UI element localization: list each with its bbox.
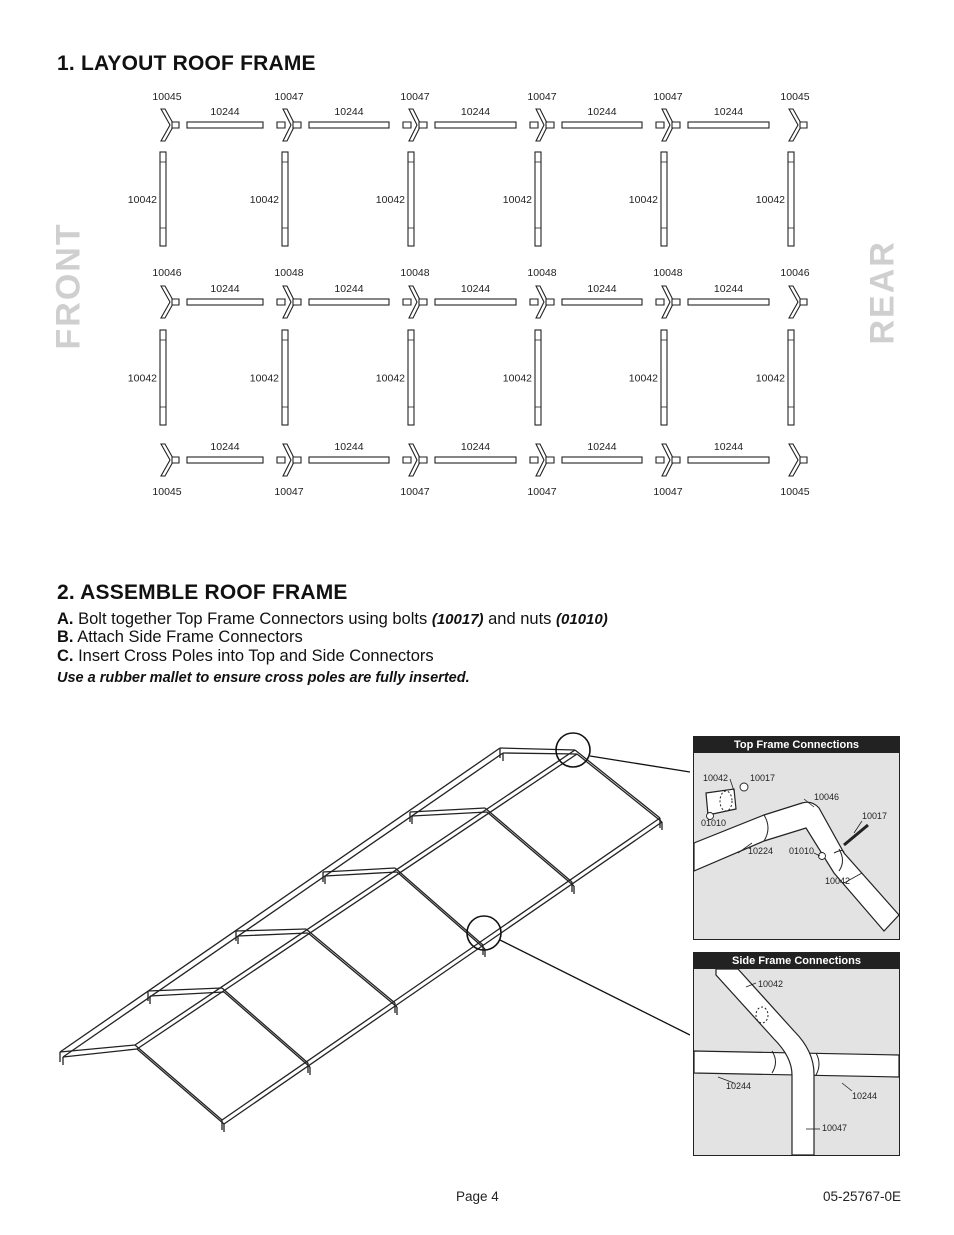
top-cross-pole-label-2: 10244	[334, 106, 364, 118]
bottom-connector-label-3: 10047	[400, 486, 430, 498]
bottom-cross-pole-5	[688, 457, 769, 463]
middle-cross-pole-3	[435, 299, 516, 305]
bottom-cross-pole-label-4: 10244	[587, 441, 617, 453]
middle-connector-4	[530, 286, 554, 318]
side-detail-label-10042: 10042	[758, 979, 784, 989]
side-pole-label-row2-1: 10042	[127, 372, 157, 385]
middle-connector-label-2: 10048	[274, 267, 304, 279]
left-eave-rail	[60, 748, 500, 1052]
top-cross-pole-2	[309, 122, 389, 128]
middle-connector-2	[277, 286, 301, 318]
document-number: 05-25767-0E	[823, 1189, 902, 1204]
top-cross-pole-label-5: 10244	[713, 106, 744, 118]
step-c-text: Insert Cross Poles into Top and Side Connectors	[78, 647, 434, 665]
step-c-letter: C.	[57, 647, 74, 665]
middle-connector-label-3: 10048	[400, 267, 430, 279]
side-pole-label-row2-5: 10042	[628, 372, 658, 385]
middle-cross-pole-label-5: 10244	[713, 283, 744, 295]
step-a-letter: A.	[57, 610, 74, 628]
rear-label: REAR	[863, 240, 902, 345]
side-pole-row2-3	[408, 330, 414, 425]
top-connector-1	[161, 109, 179, 141]
top-detail-label-10042: 10042	[703, 773, 729, 783]
side-pole-row1-1	[160, 152, 166, 246]
top-detail-label-10042-bottom: 10042	[825, 876, 851, 886]
side-pole-label-row1-6: 10042	[755, 194, 785, 206]
top-connector-5	[656, 109, 680, 141]
side-pole-label-row1-1: 10042	[127, 194, 157, 206]
bottom-cross-pole-2	[309, 457, 389, 463]
side-detail-label-10244-right: 10244	[852, 1091, 878, 1101]
top-cross-pole-5	[688, 122, 769, 128]
side-pole-row1-6	[788, 152, 794, 246]
middle-cross-pole-label-1: 10244	[210, 283, 240, 295]
step-b-text: Attach Side Frame Connectors	[77, 628, 303, 646]
side-pole-row2-6	[788, 330, 794, 425]
bottom-cross-pole-3	[435, 457, 516, 463]
bottom-cross-pole-label-2: 10244	[334, 441, 364, 453]
top-cross-pole-label-1: 10244	[210, 106, 240, 118]
side-pole-label-row1-3: 10042	[375, 194, 405, 206]
top-connector-4	[530, 109, 554, 141]
bottom-connector-label-6: 10045	[780, 486, 810, 498]
middle-connector-6	[789, 286, 807, 318]
middle-connector-label-1: 10046	[152, 267, 182, 279]
top-cross-pole-4	[562, 122, 642, 128]
top-detail-label-10046: 10046	[814, 792, 840, 802]
bottom-cross-pole-1	[187, 457, 263, 463]
top-connector-label-1: 10045	[152, 91, 182, 103]
top-connector-label-4: 10047	[527, 91, 557, 103]
middle-cross-pole-label-4: 10244	[587, 283, 617, 295]
top-cross-pole-label-4: 10244	[587, 106, 617, 118]
top-connector-label-2: 10047	[274, 91, 304, 103]
bottom-connector-label-1: 10045	[152, 486, 182, 498]
top-connector-label-5: 10047	[653, 91, 683, 103]
bottom-connector-label-4: 10047	[527, 486, 557, 498]
mallet-note: Use a rubber mallet to ensure cross poles are fully inserted.	[57, 670, 470, 686]
middle-cross-pole-2	[309, 299, 389, 305]
top-cross-pole-label-3: 10244	[460, 106, 491, 118]
side-pole-label-row1-5: 10042	[628, 194, 658, 206]
bottom-cross-pole-4	[562, 457, 642, 463]
step-a-bolt: (10017)	[431, 611, 484, 628]
side-pole-row1-2	[282, 152, 288, 246]
top-connector-label-3: 10047	[400, 91, 430, 103]
top-frame-connections-title: Top Frame Connections	[694, 737, 899, 753]
side-pole-row1-4	[535, 152, 541, 246]
side-pole-label-row1-4: 10042	[502, 194, 532, 206]
middle-connector-label-6: 10046	[780, 267, 810, 279]
bottom-connector-label-5: 10047	[653, 486, 683, 498]
side-pole-label-row2-2: 10042	[249, 372, 279, 385]
top-detail-label-01010-left: 01010	[701, 818, 727, 828]
side-connection-detail-drawing	[694, 969, 899, 1155]
top-connector-label-6: 10045	[780, 91, 810, 103]
side-pole-row1-3	[408, 152, 414, 246]
top-cross-pole-3	[435, 122, 516, 128]
middle-cross-pole-label-2: 10244	[334, 283, 364, 295]
bottom-connector-2	[277, 444, 301, 476]
bottom-connector-4	[530, 444, 554, 476]
middle-connector-label-4: 10048	[527, 267, 557, 279]
front-label: FRONT	[49, 222, 88, 350]
side-pole-label-row1-2: 10042	[249, 194, 279, 206]
ridge-rail	[135, 750, 575, 1045]
side-pole-label-row2-4: 10042	[502, 372, 532, 385]
bottom-connector-3	[403, 444, 427, 476]
top-frame-connections-box	[693, 736, 900, 940]
side-pole-label-row2-3: 10042	[375, 372, 405, 385]
top-connector-6	[789, 109, 807, 141]
bottom-connector-1	[161, 444, 179, 476]
side-frame-connections-box	[693, 952, 900, 1156]
bottom-cross-pole-label-3: 10244	[460, 441, 491, 453]
assembled-roof-frame-drawing	[0, 700, 690, 1140]
section-1-title: 1. LAYOUT ROOF FRAME	[57, 52, 316, 75]
step-c	[57, 647, 434, 666]
page-number: Page 4	[456, 1189, 499, 1204]
middle-connector-label-5: 10048	[653, 267, 683, 279]
top-connector-2	[277, 109, 301, 141]
side-detail-label-10047: 10047	[822, 1123, 848, 1133]
bottom-cross-pole-label-1: 10244	[210, 441, 240, 453]
bottom-cross-pole-label-5: 10244	[713, 441, 744, 453]
top-cross-pole-1	[187, 122, 263, 128]
bottom-connector-6	[789, 444, 807, 476]
step-b-letter: B.	[57, 628, 74, 646]
middle-connector-5	[656, 286, 680, 318]
middle-cross-pole-5	[688, 299, 769, 305]
step-a-and: and nuts	[488, 610, 552, 628]
side-frame-connections-title: Side Frame Connections	[694, 953, 899, 969]
side-detail-label-10244-left: 10244	[726, 1081, 752, 1091]
step-a	[57, 610, 608, 629]
middle-connector-3	[403, 286, 427, 318]
top-detail-label-10017-right: 10017	[862, 811, 888, 821]
roof-frame-layout-diagram	[0, 0, 954, 520]
step-a-text: Bolt together Top Frame Connectors using bolts	[78, 610, 428, 628]
step-a-nut: (01010)	[556, 611, 608, 628]
right-eave-rail	[222, 818, 660, 1120]
side-pole-label-row2-6: 10042	[755, 372, 785, 385]
side-pole-row2-5	[661, 330, 667, 425]
middle-cross-pole-4	[562, 299, 642, 305]
side-pole-row2-1	[160, 330, 166, 425]
middle-connector-1	[161, 286, 179, 318]
side-pole-row2-2	[282, 330, 288, 425]
bottom-connector-5	[656, 444, 680, 476]
side-pole-row2-4	[535, 330, 541, 425]
top-connector-3	[403, 109, 427, 141]
bottom-connector-label-2: 10047	[274, 486, 304, 498]
top-detail-label-01010-right: 01010	[789, 846, 815, 856]
middle-cross-pole-1	[187, 299, 263, 305]
top-detail-label-10224: 10224	[748, 846, 774, 856]
section-2-title: 2. ASSEMBLE ROOF FRAME	[57, 581, 348, 604]
middle-cross-pole-label-3: 10244	[460, 283, 491, 295]
top-detail-label-10017: 10017	[750, 773, 776, 783]
step-b	[57, 628, 303, 647]
side-pole-row1-5	[661, 152, 667, 246]
